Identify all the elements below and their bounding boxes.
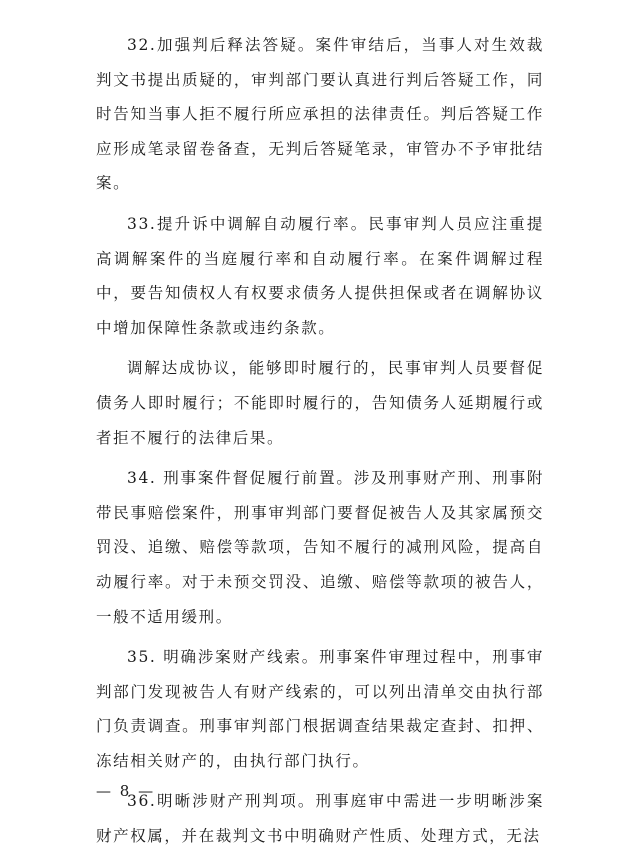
paragraph-34: 34. 刑事案件督促履行前置。涉及刑事财产刑、刑事附带民事赔偿案件，刑事审判部门要督促被告人及其家属预交罚没、追缴、赔偿等款项，告知不履行的减刑风险，提高自动履行率。对于未预交罚没、追缴、赔偿等款项的被告人，一般不适用缓刑。 [96,469,544,626]
paragraph-35: 35. 明确涉案财产线索。刑事案件审理过程中，刑事审判部门发现被告人有财产线索的，可以列出清单交由执行部门负责调查。刑事审判部门根据调查结果裁定查封、扣押、冻结相关财产的，由执行部门执行。 [96,648,544,770]
document-body [96,28,544,860]
paragraph-32: 32.加强判后释法答疑。案件审结后，当事人对生效裁判文书提出质疑的，审判部门要认真进行判后答疑工作，同时告知当事人拒不履行所应承担的法律责任。判后答疑工作应形成笔录留卷备查，无判后答疑笔录，审管办不予审批结案。 [96,36,544,193]
page-number: — 8 — [96,782,156,800]
paragraph-33-continued: 调解达成协议，能够即时履行的，民事审判人员要督促债务人即时履行；不能即时履行的，告知债务人延期履行或者拒不履行的法律后果。 [96,359,544,447]
paragraph-33: 33.提升诉中调解自动履行率。民事审判人员应注重提高调解案件的当庭履行率和自动履行率。在案件调解过程中，要告知债权人有权要求债务人提供担保或者在调解协议中增加保障性条款或违约条款。 [96,214,544,337]
paragraph-36: 36.明晰涉财产刑判项。刑事庭审中需进一步明晰涉案财产权属，并在裁判文书中明确财产性质、处理方式，无法 [96,792,544,846]
